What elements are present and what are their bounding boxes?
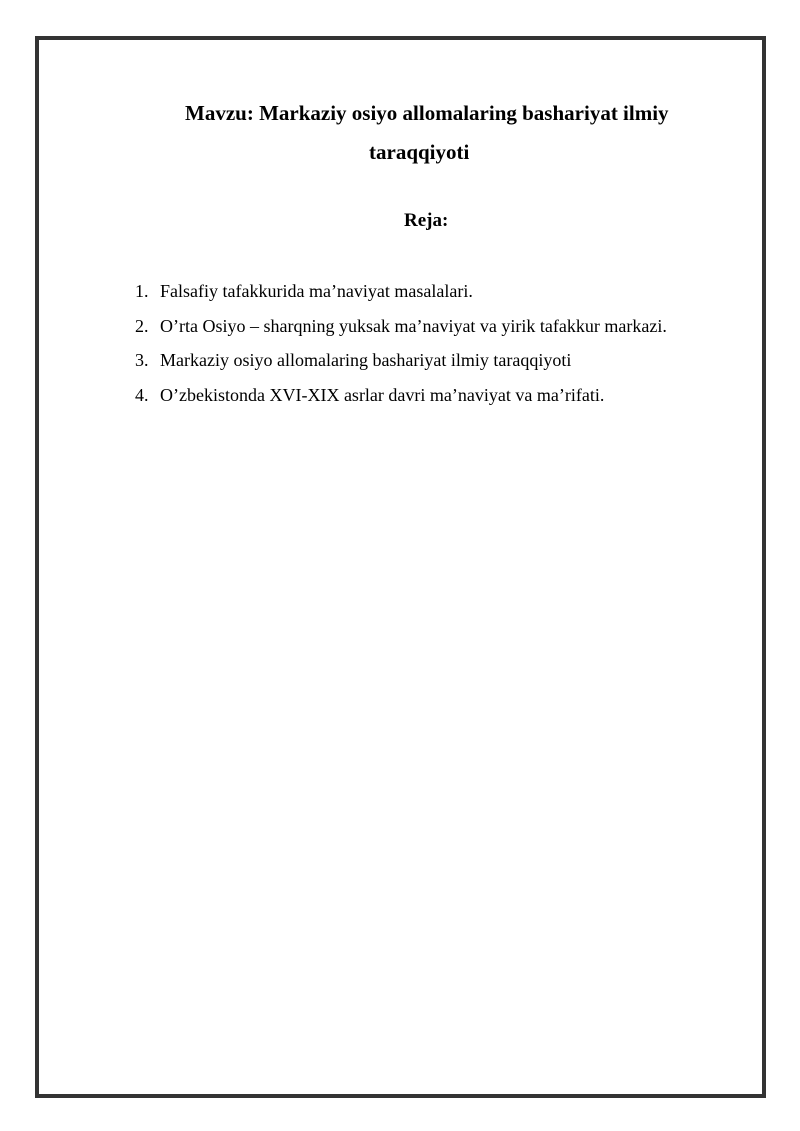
plan-heading: Reja: (404, 210, 449, 231)
plan-item-text: O’rta Osiyo – sharqning yuksak ma’naviyat va yirik tafakkur markazi. (160, 315, 667, 336)
plan-item (135, 311, 667, 346)
plan-item-number: 1. (135, 281, 149, 301)
plan-item (135, 380, 667, 415)
plan-list (135, 276, 667, 414)
plan-item-text: Falsafiy tafakkurida ma’naviyat masalalari. (160, 281, 473, 301)
plan-item-number: 3. (135, 350, 149, 370)
plan-item-text: O’zbekistonda XVI-XIX asrlar davri ma’naviyat va ma’rifati. (160, 384, 605, 405)
document-title-line-2: taraqqiyoti (369, 140, 470, 164)
plan-item (135, 276, 667, 311)
document-title-line-1: Mavzu: Markaziy osiyo allomalaring bashariyat ilmiy (185, 101, 669, 125)
plan-item-number: 2. (135, 315, 149, 336)
plan-item (135, 345, 667, 380)
page-border (35, 36, 766, 1098)
plan-item-text: Markaziy osiyo allomalaring bashariyat ilmiy taraqqiyoti (160, 350, 572, 370)
plan-item-number: 4. (135, 384, 149, 405)
